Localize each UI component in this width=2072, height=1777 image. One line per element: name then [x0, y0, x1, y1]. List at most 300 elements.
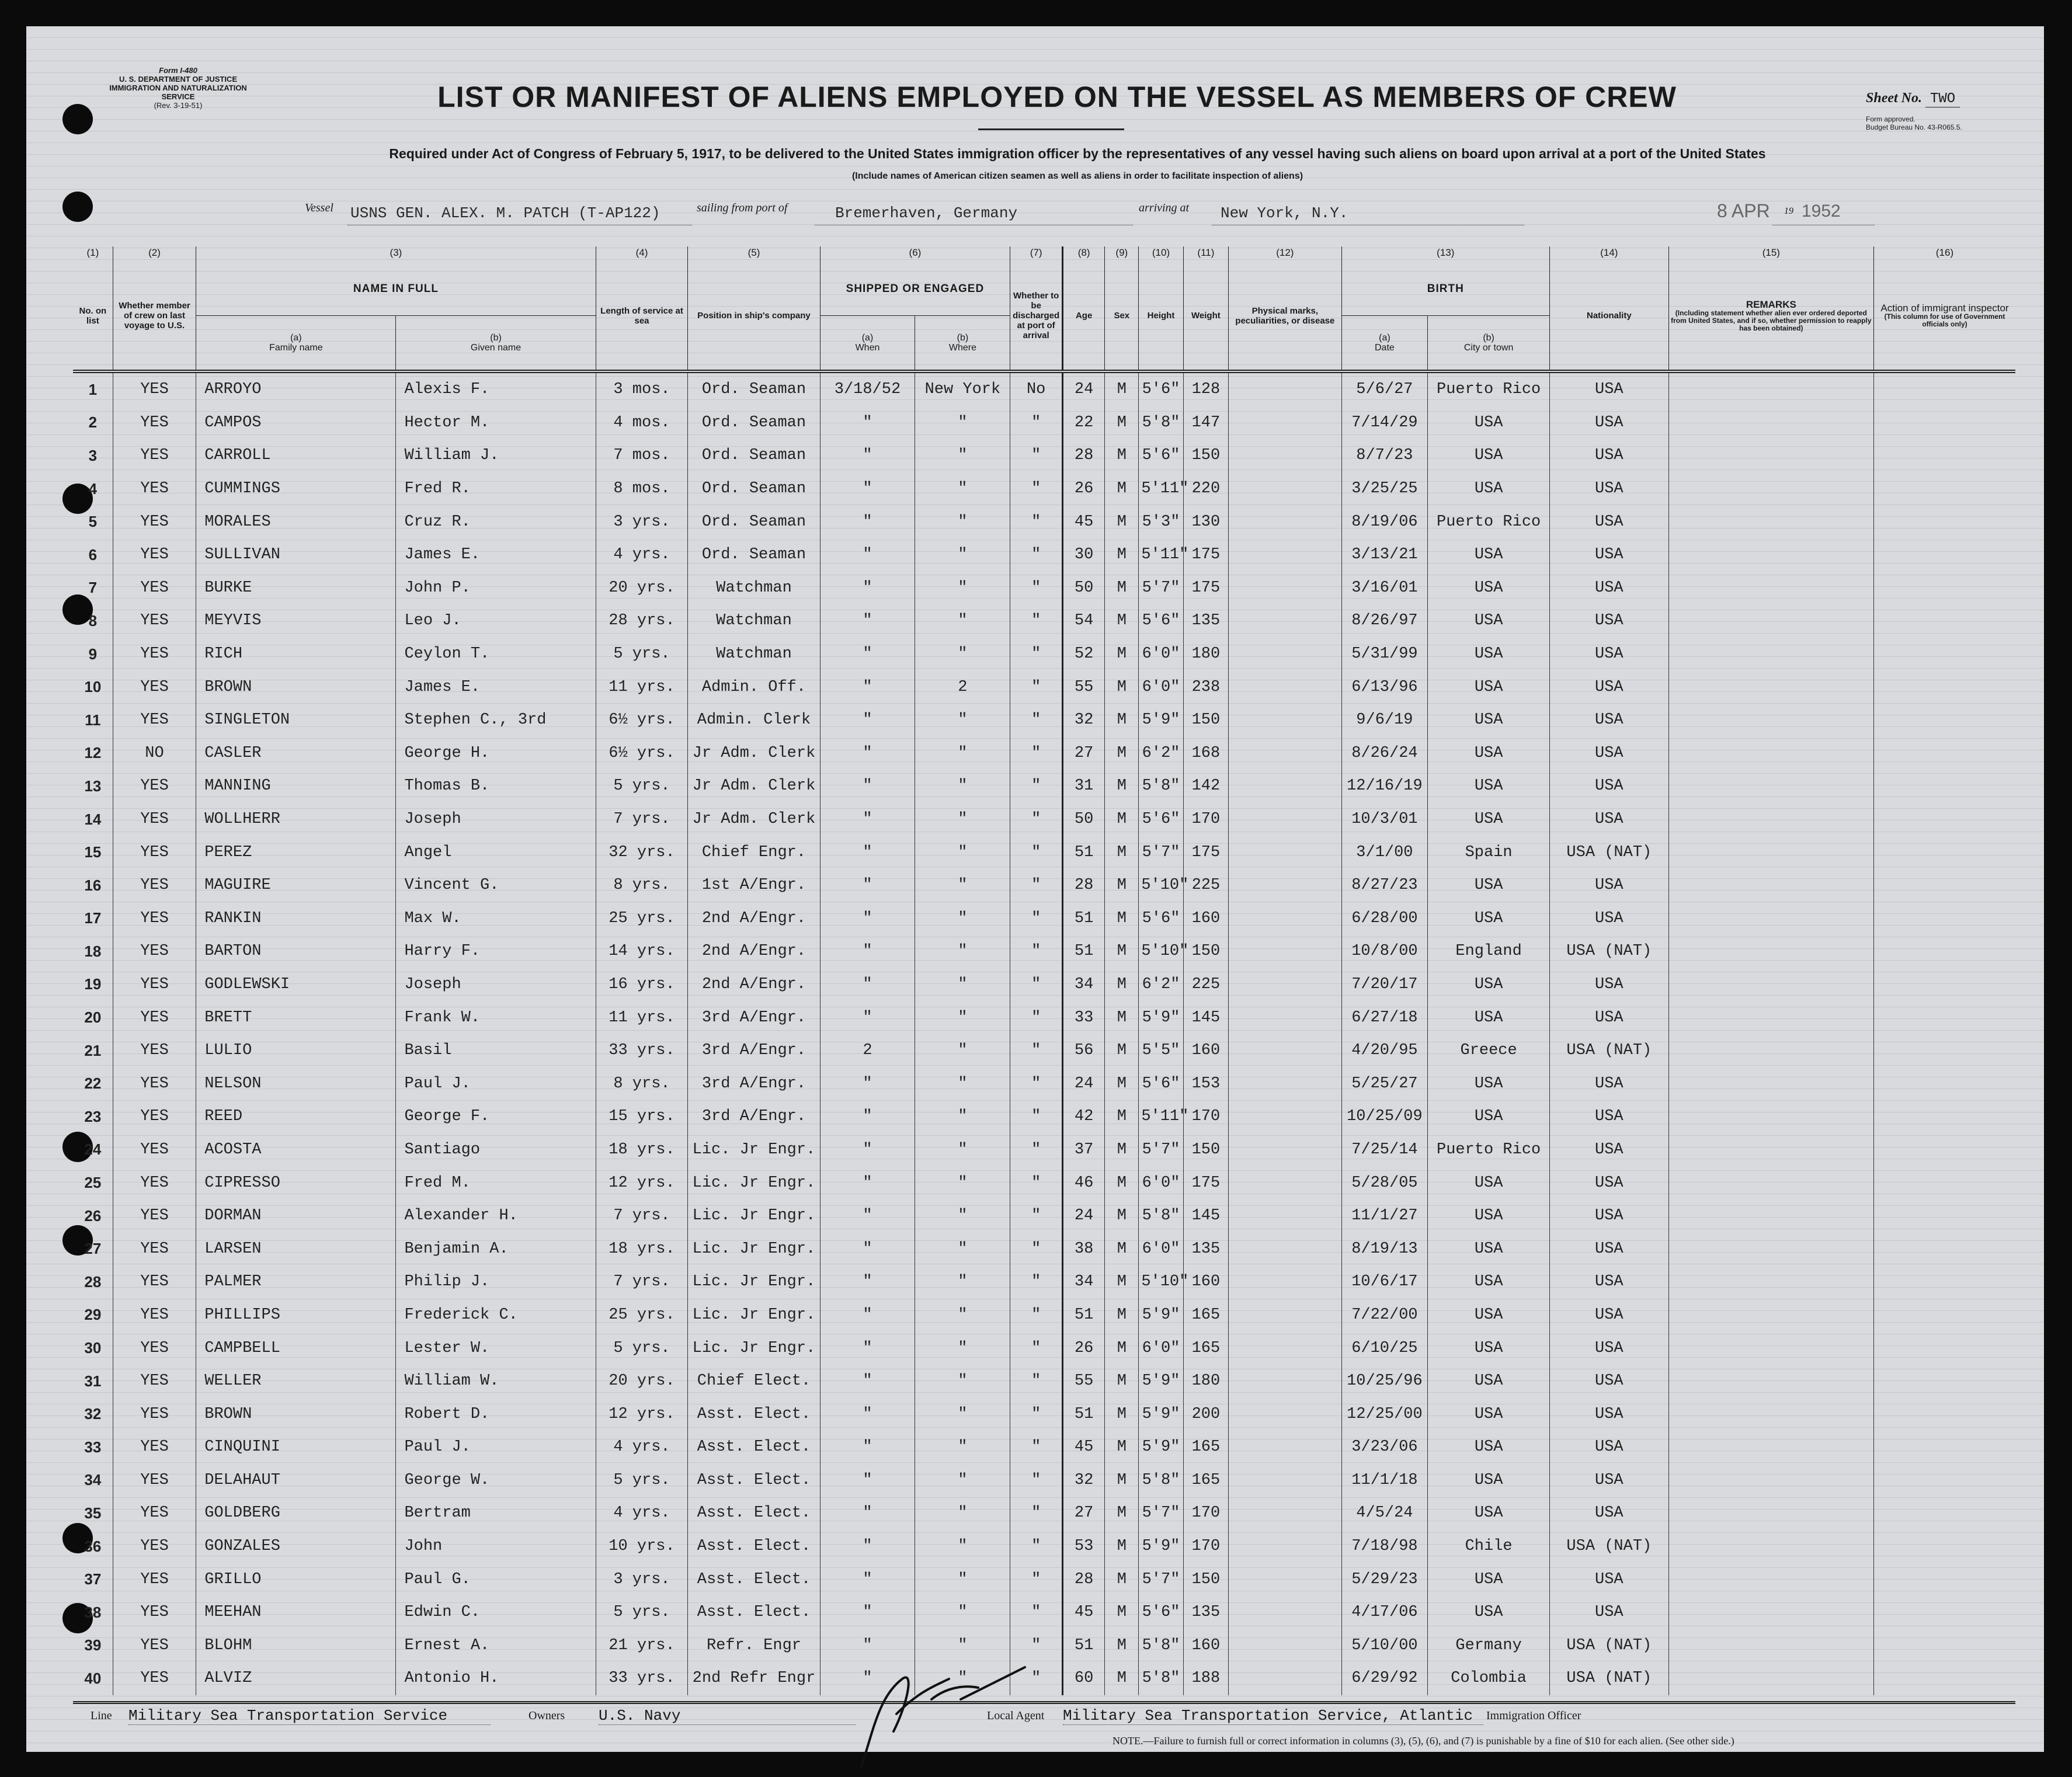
cell-discharged: " [1010, 902, 1063, 936]
col-member-last-voyage: Whether member of crew on last voyage to U.S. [113, 262, 196, 371]
cell-age: 27 [1062, 737, 1104, 770]
cell-sex: M [1105, 1497, 1139, 1530]
cell-birth-city: USA [1428, 638, 1550, 671]
col2-number: (2) [113, 246, 196, 262]
cell-family: GRILLO [196, 1563, 396, 1596]
cell-marks [1229, 1265, 1341, 1299]
shipped-when-label: When [855, 343, 880, 353]
cell-age: 28 [1062, 1563, 1104, 1596]
cell-service: 18 yrs. [596, 1133, 688, 1167]
cell-no: 23 [84, 1107, 102, 1125]
cell-family: MANNING [196, 770, 396, 803]
cell-position: 3rd A/Engr. [688, 1100, 820, 1133]
cell-member: YES [113, 406, 196, 440]
cell-position: 2nd A/Engr. [688, 935, 820, 968]
cell-position: Lic. Jr Engr. [688, 1331, 820, 1365]
cell-nationality: USA [1550, 670, 1669, 704]
cell-discharged: " [1010, 406, 1063, 440]
cell-member: YES [113, 935, 196, 968]
cell-birth-date: 10/8/00 [1341, 935, 1428, 968]
birth-city-label: City or town [1463, 343, 1514, 353]
cell-where: " [915, 902, 1010, 936]
cell-family: ACOSTA [196, 1133, 396, 1167]
cell-sex: M [1105, 1530, 1139, 1563]
cell-age: 51 [1062, 1397, 1104, 1431]
cell-member: YES [113, 803, 196, 836]
cell-no: 28 [84, 1272, 102, 1291]
cell-service: 11 yrs. [596, 1001, 688, 1034]
cell-birth-city: USA [1428, 704, 1550, 737]
cell-remarks [1668, 1100, 1873, 1133]
cell-height: 6'0" [1139, 1232, 1183, 1265]
cell-where: " [915, 1464, 1010, 1497]
cell-when: " [820, 1299, 915, 1332]
table-row [73, 1365, 2015, 1398]
cell-when: " [820, 1431, 915, 1464]
cell-when: " [820, 836, 915, 869]
cell-marks [1229, 1199, 1341, 1233]
cell-marks [1229, 505, 1341, 538]
cell-age: 55 [1062, 1365, 1104, 1398]
cell-given: Paul J. [396, 1431, 596, 1464]
cell-remarks [1668, 770, 1873, 803]
table-row [73, 704, 2015, 737]
cell-given: Alexis F. [396, 371, 596, 406]
local-agent-value: Military Sea Transportation Service, Atlantic [1063, 1707, 1483, 1725]
cell-birth-date: 12/25/00 [1341, 1397, 1428, 1431]
cell-given: Santiago [396, 1133, 596, 1167]
cell-position: Asst. Elect. [688, 1530, 820, 1563]
cell-height: 5'6" [1139, 439, 1183, 472]
cell-when: " [820, 1232, 915, 1265]
cell-age: 30 [1062, 538, 1104, 572]
cell-sex: M [1105, 935, 1139, 968]
table-row [73, 737, 2015, 770]
legal-requirement: Required under Act of Congress of February 5, 1917, to be delivered to the United States immigration officer by the representatives of any vessel having such aliens on board upon arrival at a port of the United States [389, 146, 1766, 161]
cell-age: 24 [1062, 371, 1104, 406]
cell-position: Jr Adm. Clerk [688, 770, 820, 803]
cell-member: YES [113, 538, 196, 572]
crew-manifest-table [73, 246, 2015, 1695]
cell-when: " [820, 1596, 915, 1629]
birth-city-letter: (b) [1483, 333, 1494, 343]
cell-birth-city: USA [1428, 803, 1550, 836]
cell-member: YES [113, 1067, 196, 1100]
cell-remarks [1668, 902, 1873, 936]
cell-weight: 135 [1183, 1596, 1228, 1629]
sheet-number [1866, 91, 1960, 107]
cell-position: Lic. Jr Engr. [688, 1133, 820, 1167]
cell-discharged: " [1010, 472, 1063, 506]
cell-discharged: " [1010, 968, 1063, 1001]
cell-given: Stephen C., 3rd [396, 704, 596, 737]
cell-where: " [915, 1530, 1010, 1563]
cell-marks [1229, 803, 1341, 836]
cell-inspector [1874, 1232, 2016, 1265]
cell-birth-date: 6/28/00 [1341, 902, 1428, 936]
table-row [73, 770, 2015, 803]
cell-birth-date: 5/31/99 [1341, 638, 1428, 671]
col16-number: (16) [1874, 246, 2016, 262]
cell-nationality: USA [1550, 638, 1669, 671]
cell-remarks [1668, 1133, 1873, 1167]
cell-age: 32 [1062, 1464, 1104, 1497]
cell-no: 35 [84, 1504, 102, 1522]
cell-family: MAGUIRE [196, 869, 396, 902]
cell-position: Ord. Seaman [688, 439, 820, 472]
cell-weight: 160 [1183, 1265, 1228, 1299]
cell-given: Robert D. [396, 1397, 596, 1431]
cell-no: 6 [88, 545, 98, 564]
cell-given: Thomas B. [396, 770, 596, 803]
cell-height: 5'7" [1139, 572, 1183, 605]
cell-nationality: USA [1550, 1497, 1669, 1530]
cell-marks [1229, 1166, 1341, 1199]
cell-age: 33 [1062, 1001, 1104, 1034]
cell-where: " [915, 1199, 1010, 1233]
cell-family: DELAHAUT [196, 1464, 396, 1497]
cell-discharged: " [1010, 1365, 1063, 1398]
cell-given: John [396, 1530, 596, 1563]
cell-marks [1229, 638, 1341, 671]
cell-given: Joseph [396, 803, 596, 836]
cell-given: Fred R. [396, 472, 596, 506]
cell-nationality: USA [1550, 371, 1669, 406]
service-name: IMMIGRATION AND NATURALIZATION SERVICE [109, 84, 247, 101]
cell-marks [1229, 1431, 1341, 1464]
cell-inspector [1874, 670, 2016, 704]
cell-no: 27 [84, 1240, 102, 1258]
table-row [73, 968, 2015, 1001]
cell-height: 5'8" [1139, 1464, 1183, 1497]
cell-weight: 130 [1183, 505, 1228, 538]
cell-where: " [915, 935, 1010, 968]
cell-nationality: USA (NAT) [1550, 836, 1669, 869]
cell-sex: M [1105, 1001, 1139, 1034]
cell-marks [1229, 770, 1341, 803]
cell-height: 5'9" [1139, 1431, 1183, 1464]
cell-weight: 220 [1183, 472, 1228, 506]
cell-member: YES [113, 902, 196, 936]
cell-discharged: " [1010, 670, 1063, 704]
cell-family: NELSON [196, 1067, 396, 1100]
cell-birth-date: 7/20/17 [1341, 968, 1428, 1001]
cell-nationality: USA [1550, 1067, 1669, 1100]
cell-marks [1229, 1067, 1341, 1100]
cell-sex: M [1105, 803, 1139, 836]
cell-birth-date: 3/1/00 [1341, 836, 1428, 869]
cell-service: 4 yrs. [596, 538, 688, 572]
cell-when: " [820, 1199, 915, 1233]
cell-birth-date: 11/1/18 [1341, 1464, 1428, 1497]
cell-nationality: USA [1550, 1431, 1669, 1464]
shipped-where-letter: (b) [957, 333, 969, 343]
cell-weight: 188 [1183, 1662, 1228, 1695]
col8-number: (8) [1062, 246, 1104, 262]
cell-when: " [820, 737, 915, 770]
cell-position: 3rd A/Engr. [688, 1034, 820, 1067]
cell-position: Lic. Jr Engr. [688, 1166, 820, 1199]
cell-sex: M [1105, 1133, 1139, 1167]
cell-age: 51 [1062, 1629, 1104, 1663]
cell-remarks [1668, 737, 1873, 770]
cell-sex: M [1105, 1100, 1139, 1133]
shipped-where-label: Where [948, 343, 976, 353]
cell-marks [1229, 902, 1341, 936]
cell-sex: M [1105, 572, 1139, 605]
cell-member: YES [113, 1497, 196, 1530]
cell-inspector [1874, 1596, 2016, 1629]
birth-date-label: Date [1375, 343, 1395, 353]
table-row [73, 505, 2015, 538]
cell-no: 10 [84, 678, 102, 696]
cell-when: " [820, 1067, 915, 1100]
cell-discharged: " [1010, 1265, 1063, 1299]
cell-discharged: " [1010, 935, 1063, 968]
col-shipped-where [915, 316, 1010, 372]
cell-service: 8 yrs. [596, 1067, 688, 1100]
cell-where: " [915, 1331, 1010, 1365]
family-name-letter: (a) [290, 333, 302, 343]
cell-remarks [1668, 836, 1873, 869]
cell-age: 26 [1062, 472, 1104, 506]
cell-birth-date: 5/6/27 [1341, 371, 1428, 406]
form-approval [1866, 115, 1962, 131]
cell-family: PEREZ [196, 836, 396, 869]
cell-height: 6'0" [1139, 1166, 1183, 1199]
cell-inspector [1874, 1166, 2016, 1199]
cell-member: YES [113, 472, 196, 506]
cell-nationality: USA [1550, 1331, 1669, 1365]
cell-when: " [820, 869, 915, 902]
cell-remarks [1668, 1001, 1873, 1034]
col1-number: (1) [86, 247, 99, 258]
cell-sex: M [1105, 704, 1139, 737]
cell-given: John P. [396, 572, 596, 605]
cell-no: 31 [84, 1372, 102, 1390]
cell-given: Alexander H. [396, 1199, 596, 1233]
cell-marks [1229, 1563, 1341, 1596]
cell-nationality: USA [1550, 1100, 1669, 1133]
cell-marks [1229, 836, 1341, 869]
cell-where: " [915, 836, 1010, 869]
cell-height: 6'0" [1139, 670, 1183, 704]
cell-inspector [1874, 1299, 2016, 1332]
cell-family: PHILLIPS [196, 1299, 396, 1332]
table-row [73, 803, 2015, 836]
cell-where: " [915, 1662, 1010, 1695]
cell-weight: 170 [1183, 803, 1228, 836]
cell-no: 37 [84, 1570, 102, 1588]
cell-no: 4 [88, 479, 98, 498]
cell-discharged: " [1010, 803, 1063, 836]
cell-member: YES [113, 1199, 196, 1233]
cell-when: " [820, 968, 915, 1001]
cell-nationality: USA [1550, 1563, 1669, 1596]
cell-member: YES [113, 1265, 196, 1299]
cell-inspector [1874, 968, 2016, 1001]
cell-member: YES [113, 704, 196, 737]
table-row [73, 1299, 2015, 1332]
cell-remarks [1668, 1596, 1873, 1629]
cell-birth-date: 5/10/00 [1341, 1629, 1428, 1663]
cell-weight: 175 [1183, 572, 1228, 605]
cell-weight: 180 [1183, 638, 1228, 671]
remarks-note: (Including statement whether alien ever ordered deported from United States, and if so, whether permission to reapply has been obtained) [1671, 308, 1872, 332]
vessel-label: Vessel [305, 201, 333, 214]
cell-height: 6'0" [1139, 638, 1183, 671]
cell-discharged: " [1010, 538, 1063, 572]
cell-nationality: USA [1550, 472, 1669, 506]
cell-sex: M [1105, 1232, 1139, 1265]
cell-birth-city: Spain [1428, 836, 1550, 869]
cell-weight: 150 [1183, 439, 1228, 472]
form-identifier [108, 66, 248, 110]
col-inspector-action [1874, 262, 2016, 371]
table-row [73, 836, 2015, 869]
cell-inspector [1874, 1365, 2016, 1398]
cell-birth-date: 6/10/25 [1341, 1331, 1428, 1365]
col5-number: (5) [688, 246, 820, 262]
cell-service: 18 yrs. [596, 1232, 688, 1265]
cell-member: YES [113, 1563, 196, 1596]
cell-sex: M [1105, 1265, 1139, 1299]
cell-height: 5'6" [1139, 1067, 1183, 1100]
cell-where: " [915, 1431, 1010, 1464]
cell-marks [1229, 572, 1341, 605]
cell-discharged: " [1010, 1133, 1063, 1167]
cell-marks [1229, 1662, 1341, 1695]
cell-where: " [915, 803, 1010, 836]
cell-height: 5'7" [1139, 836, 1183, 869]
cell-discharged: " [1010, 770, 1063, 803]
cell-remarks [1668, 1497, 1873, 1530]
remarks-heading: REMARKS [1746, 298, 1796, 310]
punch-hole [62, 192, 93, 222]
col-birth-city [1428, 316, 1550, 372]
cell-birth-city: USA [1428, 1199, 1550, 1233]
cell-age: 54 [1062, 604, 1104, 638]
cell-birth-city: USA [1428, 869, 1550, 902]
cell-position: 3rd A/Engr. [688, 1001, 820, 1034]
table-row [73, 869, 2015, 902]
cell-discharged: " [1010, 1629, 1063, 1663]
cell-marks [1229, 1530, 1341, 1563]
cell-inspector [1874, 869, 2016, 902]
cell-birth-date: 5/29/23 [1341, 1563, 1428, 1596]
cell-position: 2nd A/Engr. [688, 902, 820, 936]
cell-birth-date: 4/20/95 [1341, 1034, 1428, 1067]
cell-position: Lic. Jr Engr. [688, 1232, 820, 1265]
table-row [73, 1265, 2015, 1299]
cell-marks [1229, 472, 1341, 506]
cell-height: 6'0" [1139, 1331, 1183, 1365]
cell-discharged: " [1010, 1662, 1063, 1695]
cell-family: BROWN [196, 1397, 396, 1431]
cell-remarks [1668, 1299, 1873, 1332]
cell-family: SULLIVAN [196, 538, 396, 572]
cell-height: 6'2" [1139, 737, 1183, 770]
table-row [73, 1067, 2015, 1100]
cell-sex: M [1105, 538, 1139, 572]
cell-family: CAMPBELL [196, 1331, 396, 1365]
immigration-officer-label: Immigration Officer [1486, 1709, 1581, 1722]
cell-remarks [1668, 638, 1873, 671]
revision-date: (Rev. 3-19-51) [154, 101, 203, 110]
cell-service: 5 yrs. [596, 1596, 688, 1629]
cell-no: 1 [73, 371, 113, 406]
cell-where: " [915, 1563, 1010, 1596]
cell-sex: M [1105, 638, 1139, 671]
cell-marks [1229, 1133, 1341, 1167]
cell-no: 9 [88, 645, 98, 663]
cell-age: 51 [1062, 902, 1104, 936]
cell-discharged: " [1010, 1464, 1063, 1497]
cell-where: " [915, 869, 1010, 902]
cell-given: Ceylon T. [396, 638, 596, 671]
cell-weight: 150 [1183, 704, 1228, 737]
cell-member: YES [113, 572, 196, 605]
cell-when: " [820, 604, 915, 638]
cell-member: YES [113, 1464, 196, 1497]
cell-when: " [820, 935, 915, 968]
form-number: Form I-480 [159, 66, 197, 75]
cell-birth-city: USA [1428, 1497, 1550, 1530]
inspector-signature [838, 1644, 1031, 1772]
line-label: Line [91, 1709, 112, 1722]
cell-height: 5'7" [1139, 1497, 1183, 1530]
manifest-page [26, 26, 2044, 1752]
col-position: Position in ship's company [688, 262, 820, 371]
cell-given: Joseph [396, 968, 596, 1001]
cell-discharged: " [1010, 1596, 1063, 1629]
table-row [73, 1397, 2015, 1431]
cell-member: YES [113, 1629, 196, 1663]
cell-birth-city: USA [1428, 1365, 1550, 1398]
cell-inspector [1874, 439, 2016, 472]
column-number-row [73, 246, 2015, 262]
cell-where: " [915, 505, 1010, 538]
cell-birth-date: 7/22/00 [1341, 1299, 1428, 1332]
page-title: LIST OR MANIFEST OF ALIENS EMPLOYED ON THE VESSEL AS MEMBERS OF CREW [437, 81, 1677, 113]
cell-where: " [915, 1397, 1010, 1431]
given-name-label: Given name [470, 343, 522, 353]
cell-sex: M [1105, 770, 1139, 803]
cell-weight: 225 [1183, 869, 1228, 902]
cell-birth-city: Chile [1428, 1530, 1550, 1563]
cell-age: 32 [1062, 704, 1104, 737]
cell-family: SINGLETON [196, 704, 396, 737]
cell-family: CAMPOS [196, 406, 396, 440]
cell-birth-date: 3/13/21 [1341, 538, 1428, 572]
cell-inspector [1874, 1067, 2016, 1100]
cell-when: " [820, 406, 915, 440]
cell-given: Vincent G. [396, 869, 596, 902]
cell-service: 33 yrs. [596, 1662, 688, 1695]
cell-where: New York [915, 371, 1010, 406]
cell-inspector [1874, 1265, 2016, 1299]
cell-nationality: USA [1550, 869, 1669, 902]
cell-sex: M [1105, 1662, 1139, 1695]
cell-member: YES [113, 1530, 196, 1563]
cell-weight: 142 [1183, 770, 1228, 803]
cell-age: 51 [1062, 1299, 1104, 1332]
cell-given: James E. [396, 670, 596, 704]
cell-remarks [1668, 371, 1873, 406]
cell-position: 2nd Refr Engr [688, 1662, 820, 1695]
cell-height: 5'9" [1139, 1001, 1183, 1034]
cell-no: 29 [84, 1306, 102, 1324]
